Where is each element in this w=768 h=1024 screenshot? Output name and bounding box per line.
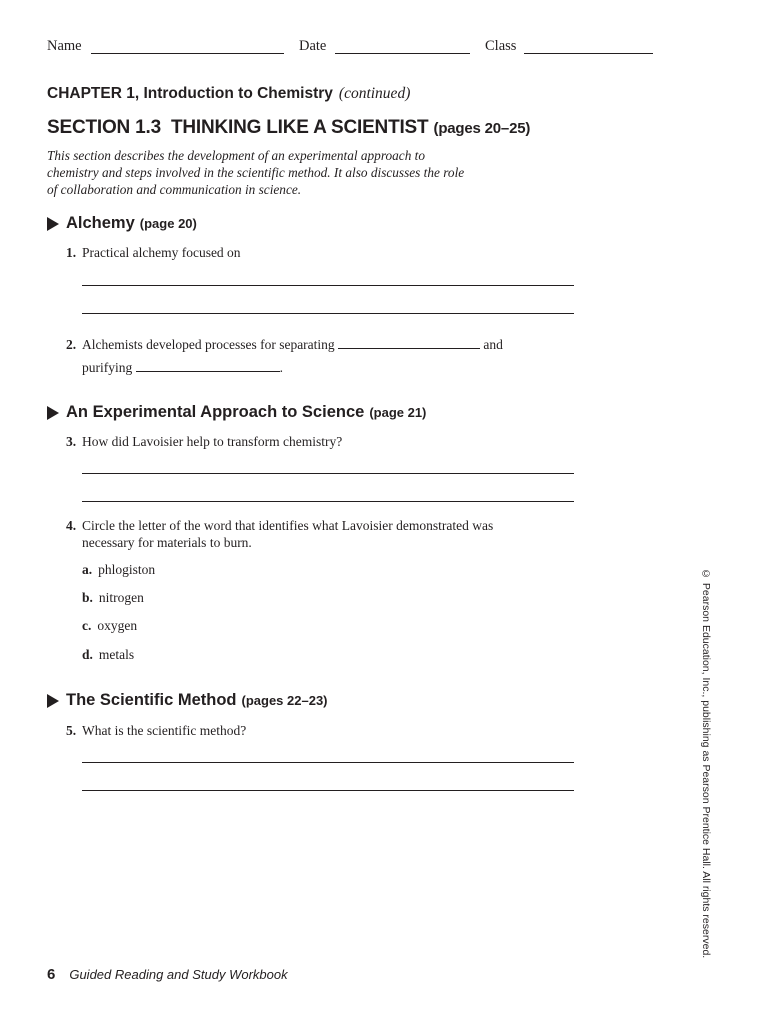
subsection-title: The Scientific Method <box>66 691 237 709</box>
answer-line[interactable] <box>82 790 574 791</box>
subsection-pages: (pages 22–23) <box>241 693 328 708</box>
option-d[interactable] <box>82 647 134 663</box>
subsection-pages: (page 21) <box>369 405 427 420</box>
date-label: Date <box>299 38 327 54</box>
option-letter: a. <box>82 562 93 577</box>
fill-in-blank[interactable] <box>338 336 480 349</box>
section-heading <box>47 117 530 139</box>
date-field[interactable] <box>335 53 470 54</box>
option-letter: c. <box>82 618 92 633</box>
section-title: THINKING LIKE A SCIENTIST <box>170 117 429 138</box>
triangle-bullet-icon <box>47 406 59 420</box>
page-number: 6 <box>47 966 56 983</box>
option-b[interactable] <box>82 590 144 606</box>
triangle-bullet-icon <box>47 217 59 231</box>
option-text: phlogiston <box>98 562 156 577</box>
page-footer <box>47 966 288 984</box>
name-field[interactable] <box>91 53 284 54</box>
workbook-title: Guided Reading and Study Workbook <box>69 967 288 982</box>
option-letter: d. <box>82 647 93 662</box>
option-text: metals <box>98 647 135 662</box>
fill-in-blank[interactable] <box>136 359 280 372</box>
name-label: Name <box>47 38 82 54</box>
answer-line[interactable] <box>82 285 574 286</box>
question-text: purifying <box>82 360 133 375</box>
question-number: 5. <box>66 723 77 738</box>
section-number: SECTION 1.3 <box>47 117 161 138</box>
answer-line[interactable] <box>82 762 574 763</box>
chapter-heading <box>47 85 410 103</box>
option-c[interactable] <box>82 618 137 634</box>
subsection-scientific-method <box>47 691 328 710</box>
question-number: 3. <box>66 434 77 449</box>
question-number: 4. <box>66 518 77 533</box>
class-label: Class <box>485 38 517 54</box>
answer-line[interactable] <box>82 501 574 502</box>
chapter-title: CHAPTER 1, Introduction to Chemistry <box>47 85 333 102</box>
question-text: Practical alchemy focused on <box>82 245 241 260</box>
subsection-pages: (page 20) <box>139 216 197 231</box>
question-text: . <box>279 360 283 375</box>
question-text: What is the scientific method? <box>82 723 247 738</box>
question-text: and <box>483 337 503 352</box>
subsection-title: An Experimental Approach to Science <box>66 403 365 421</box>
option-letter: b. <box>82 590 93 605</box>
class-field[interactable] <box>524 53 653 54</box>
option-a[interactable] <box>82 562 155 578</box>
question-text: Alchemists developed processes for separating <box>82 337 335 352</box>
answer-line[interactable] <box>82 473 574 474</box>
question-text: Circle the letter of the word that identifies what Lavoisier demonstrated was necessary for materials to burn. <box>82 518 494 550</box>
subsection-experimental-approach <box>47 403 426 422</box>
option-text: oxygen <box>97 618 138 633</box>
subsection-title: Alchemy <box>66 214 135 232</box>
question-number: 2. <box>66 337 77 352</box>
question-text: How did Lavoisier help to transform chemistry? <box>82 434 343 449</box>
answer-line[interactable] <box>82 313 574 314</box>
subsection-alchemy <box>47 214 197 233</box>
option-text: nitrogen <box>98 590 144 605</box>
section-pages: (pages 20–25) <box>433 120 531 137</box>
question-number: 1. <box>66 245 77 260</box>
copyright-notice: © Pearson Education, Inc., publishing as Pearson Prentice Hall. All rights reserved. <box>700 568 712 959</box>
triangle-bullet-icon <box>47 694 59 708</box>
section-intro: This section describes the development of an experimental approach to chemistry and steps involved in the scientific method. It also discusses the role of collaboration and communication in science. <box>47 148 465 197</box>
chapter-continued: (continued) <box>338 85 411 102</box>
